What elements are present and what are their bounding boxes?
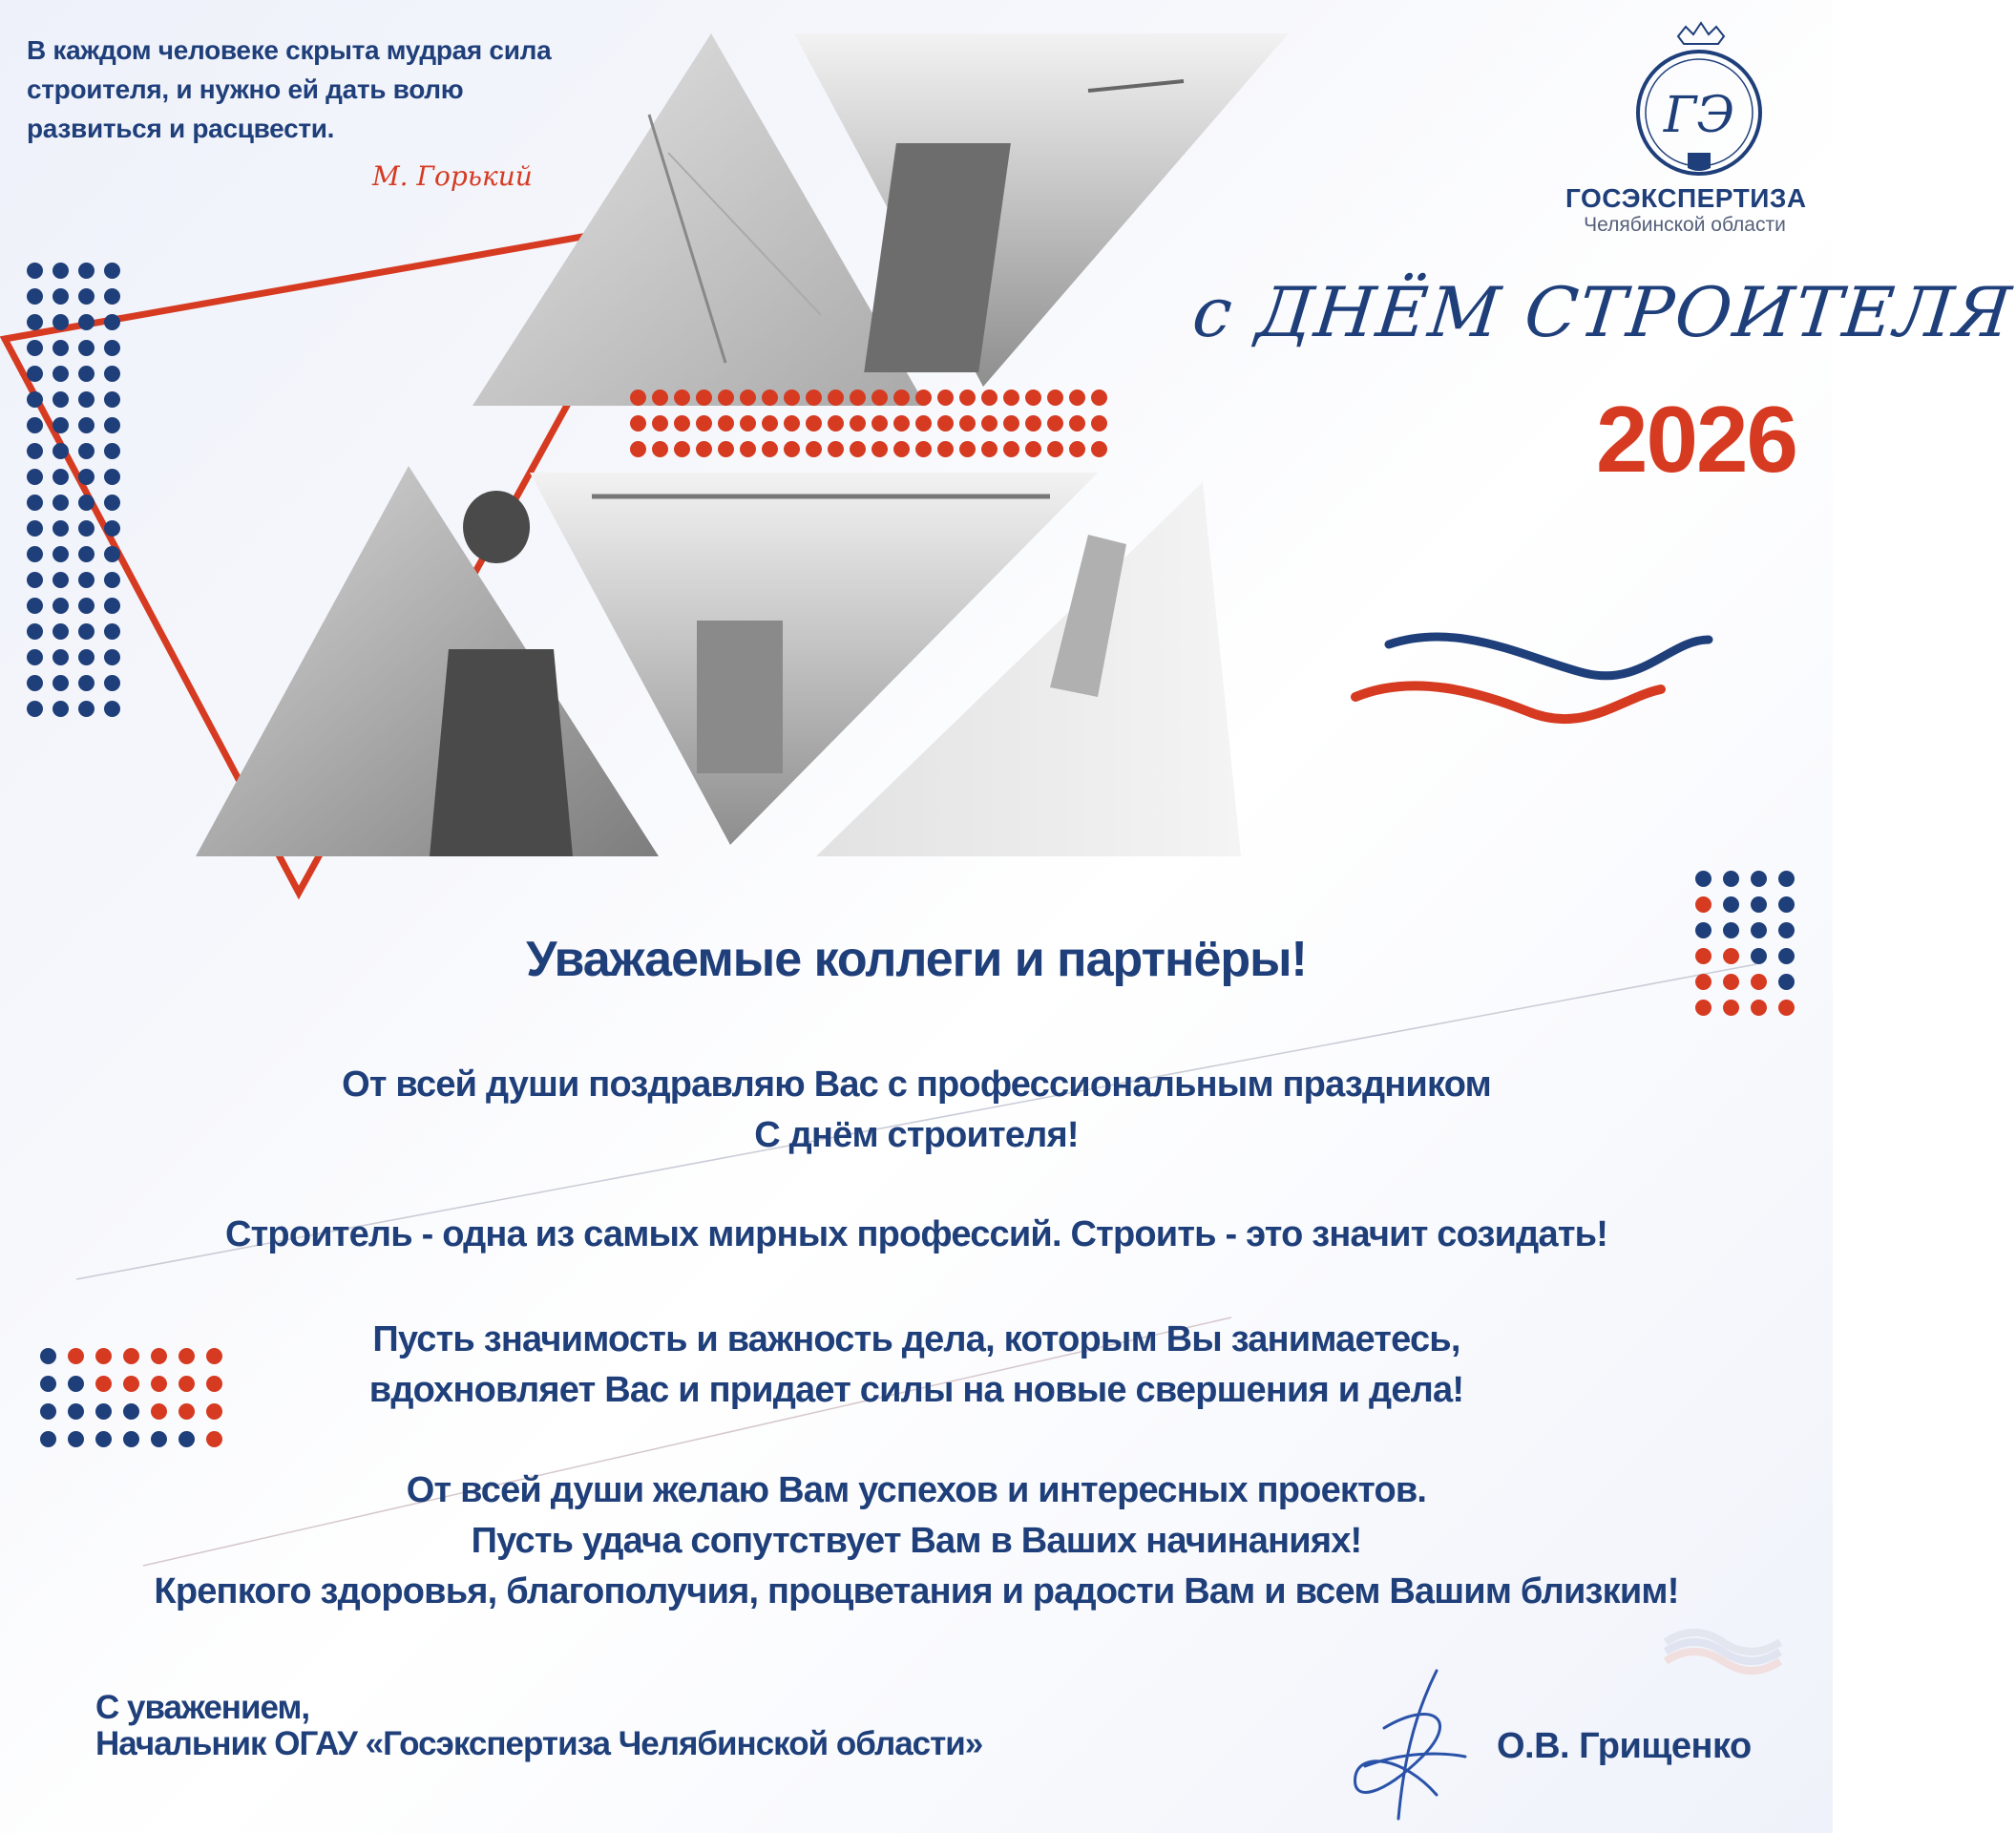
decorative-dot <box>762 390 778 406</box>
decorative-dot <box>104 649 120 665</box>
decorative-dot <box>40 1431 56 1447</box>
decorative-dot <box>40 1403 56 1420</box>
decorative-dot <box>674 390 690 406</box>
decorative-dot <box>806 441 822 457</box>
decorative-dot <box>52 469 69 485</box>
decorative-dot <box>696 441 712 457</box>
signature-block <box>95 1690 982 1762</box>
decorative-dot <box>78 443 94 459</box>
decorative-dot <box>893 441 910 457</box>
decorative-dot <box>178 1431 195 1447</box>
decorative-dot <box>78 598 94 614</box>
decorative-dot <box>40 1348 56 1364</box>
decorative-dot <box>27 288 43 305</box>
decorative-dot <box>27 340 43 356</box>
decorative-dot <box>915 390 932 406</box>
decorative-dot <box>1003 390 1019 406</box>
decorative-dot <box>1723 871 1739 887</box>
decorative-dot <box>78 701 94 717</box>
decorative-dot <box>630 415 646 432</box>
paragraph-line: От всей души поздравляю Вас с профессиональным праздником <box>342 1064 1491 1105</box>
decorative-dot <box>104 495 120 511</box>
decorative-dot <box>740 390 756 406</box>
decorative-dot <box>1751 1000 1767 1016</box>
decorative-dot <box>27 572 43 588</box>
decorative-dot <box>52 649 69 665</box>
decorative-dot <box>1003 441 1019 457</box>
decorative-dot <box>1091 441 1107 457</box>
decorative-dot <box>78 366 94 382</box>
greeting-heading: Уважаемые коллеги и партнёры! <box>526 932 1307 987</box>
decorative-dot <box>95 1431 112 1447</box>
decorative-dot <box>104 701 120 717</box>
decorative-dot <box>104 546 120 562</box>
decorative-dot <box>784 390 800 406</box>
decorative-dot <box>27 314 43 330</box>
decorative-dot <box>52 391 69 408</box>
decorative-dot <box>104 572 120 588</box>
decorative-dot <box>27 546 43 562</box>
decorative-dot <box>806 415 822 432</box>
decorative-dot <box>78 546 94 562</box>
decorative-dot <box>1069 390 1085 406</box>
decorative-dot <box>78 288 94 305</box>
decorative-dot <box>1778 871 1795 887</box>
decorative-dot <box>52 623 69 640</box>
decorative-dot <box>718 441 734 457</box>
decorative-dot <box>104 443 120 459</box>
signer-name: О.В. Грищенко <box>1497 1726 1752 1766</box>
decorative-dot <box>78 649 94 665</box>
decorative-dot <box>1778 896 1795 913</box>
decorative-dot <box>1069 441 1085 457</box>
decorative-dot <box>959 441 976 457</box>
paragraph-line: Пусть удача сопутствует Вам в Ваших начинаниях! <box>471 1521 1362 1561</box>
logo-text <box>1565 183 1807 237</box>
decorative-dot <box>151 1431 167 1447</box>
decorative-dot <box>915 441 932 457</box>
closing-text: С уважением, <box>95 1689 310 1726</box>
decorative-dot <box>206 1431 222 1447</box>
gosexpertiza-logo-emblem <box>1623 19 1775 181</box>
logo-region: Челябинской области <box>1584 214 1786 236</box>
decorative-dot <box>1723 896 1739 913</box>
decorative-dot <box>652 441 668 457</box>
decorative-dot <box>828 415 844 432</box>
decorative-dot <box>674 441 690 457</box>
decorative-dot <box>784 415 800 432</box>
decorative-dot <box>872 390 888 406</box>
decorative-dot <box>52 366 69 382</box>
decorative-dot <box>104 366 120 382</box>
decorative-dot <box>40 1376 56 1392</box>
decorative-dot <box>1778 1000 1795 1016</box>
year-label: 2026 <box>1596 387 1797 492</box>
quote-line: развиться и расцвести. <box>27 114 335 143</box>
decorative-dot <box>52 701 69 717</box>
decorative-dot <box>78 572 94 588</box>
decorative-dot <box>27 675 43 691</box>
decorative-dot <box>762 415 778 432</box>
decorative-dot <box>68 1431 84 1447</box>
quote-author: М. Горький <box>372 160 533 192</box>
decorative-dot <box>104 263 120 279</box>
decorative-dot <box>893 415 910 432</box>
decorative-dot <box>1025 441 1041 457</box>
decorative-dot <box>52 263 69 279</box>
decorative-dot <box>674 415 690 432</box>
dot-pattern-left <box>27 263 120 717</box>
decorative-dot <box>740 415 756 432</box>
decorative-dot <box>104 340 120 356</box>
decorative-dot <box>850 415 866 432</box>
decorative-dot <box>78 314 94 330</box>
decorative-dot <box>78 469 94 485</box>
decorative-dot <box>78 623 94 640</box>
decorative-dot <box>937 390 954 406</box>
decorative-dot <box>27 391 43 408</box>
decorative-dot <box>740 441 756 457</box>
decorative-dot <box>1751 896 1767 913</box>
decorative-dot <box>872 415 888 432</box>
decorative-dot <box>78 417 94 433</box>
quote-line: строителя, и нужно ей дать волю <box>27 74 464 104</box>
decorative-dot <box>27 495 43 511</box>
decorative-dot <box>959 415 976 432</box>
decorative-dot <box>27 598 43 614</box>
decorative-dot <box>78 263 94 279</box>
paragraph-inspiration <box>57 1315 1775 1416</box>
decorative-dot <box>652 415 668 432</box>
decorative-dot <box>104 675 120 691</box>
decorative-dot <box>718 390 734 406</box>
handwritten-signature <box>1346 1661 1470 1828</box>
decorative-dot <box>1695 871 1712 887</box>
decorative-dot <box>52 443 69 459</box>
faded-flag-decoration <box>1661 1613 1785 1671</box>
paragraph-congrats <box>57 1060 1775 1161</box>
decorative-dot <box>52 314 69 330</box>
paragraph-line: От всей души желаю Вам успехов и интересных проектов. <box>406 1470 1427 1510</box>
paragraph-line: С днём строителя! <box>754 1115 1079 1155</box>
decorative-dot <box>1695 896 1712 913</box>
decorative-dot <box>981 415 998 432</box>
decorative-dot <box>104 417 120 433</box>
decorative-dot <box>52 340 69 356</box>
decorative-dot <box>104 598 120 614</box>
decorative-dot <box>1751 871 1767 887</box>
decorative-dot <box>123 1431 139 1447</box>
decorative-dot <box>104 469 120 485</box>
decorative-dot <box>696 390 712 406</box>
decorative-dot <box>78 340 94 356</box>
decorative-dot <box>1025 415 1041 432</box>
decorative-dot <box>1047 415 1063 432</box>
decorative-dot <box>652 390 668 406</box>
paragraph-line: Крепкого здоровья, благополучия, процветания и радости Вам и всем Вашим близким! <box>154 1571 1679 1612</box>
decorative-dot <box>27 701 43 717</box>
decorative-dot <box>78 675 94 691</box>
decorative-dot <box>1723 1000 1739 1016</box>
decorative-dot <box>893 390 910 406</box>
decorative-dot <box>27 623 43 640</box>
decorative-dot <box>1047 390 1063 406</box>
decorative-dot <box>828 441 844 457</box>
decorative-dot <box>52 520 69 537</box>
decorative-dot <box>27 417 43 433</box>
decorative-dot <box>104 520 120 537</box>
decorative-dot <box>1047 441 1063 457</box>
decorative-dot <box>850 441 866 457</box>
paragraph-line: Строитель - одна из самых мирных профессий. Строить - это значит созидать! <box>224 1214 1608 1254</box>
decorative-dot <box>52 495 69 511</box>
decorative-dot <box>959 390 976 406</box>
decorative-dot <box>52 417 69 433</box>
decorative-dot <box>630 390 646 406</box>
decorative-dot <box>27 520 43 537</box>
decorative-dot <box>104 391 120 408</box>
decorative-dot <box>78 391 94 408</box>
decorative-dot <box>104 314 120 330</box>
decorative-dot <box>915 415 932 432</box>
decorative-dot <box>828 390 844 406</box>
flag-wave-decoration <box>1346 601 1718 754</box>
paragraph-profession <box>57 1210 1775 1260</box>
decorative-dot <box>104 288 120 305</box>
decorative-dot <box>696 415 712 432</box>
decorative-dot <box>104 623 120 640</box>
decorative-dot <box>981 390 998 406</box>
paragraph-wishes <box>57 1465 1775 1617</box>
decorative-dot <box>52 288 69 305</box>
decorative-dot <box>27 366 43 382</box>
decorative-dot <box>718 415 734 432</box>
paragraph-line: Пусть значимость и важность дела, которым Вы занимаетесь, <box>372 1319 1460 1359</box>
position-text: Начальник ОГАУ «Госэкспертиза Челябинской области» <box>95 1725 983 1762</box>
decorative-dot <box>1695 1000 1712 1016</box>
decorative-dot <box>872 441 888 457</box>
decorative-dot <box>937 441 954 457</box>
logo-name: ГОСЭКСПЕРТИЗА <box>1565 183 1807 213</box>
decorative-dot <box>762 441 778 457</box>
logo-monogram: ГЭ <box>1663 87 1735 144</box>
decorative-dot <box>27 443 43 459</box>
decorative-dot <box>78 520 94 537</box>
decorative-dot <box>1069 415 1085 432</box>
decorative-dot <box>1003 415 1019 432</box>
quote-text <box>27 31 619 148</box>
decorative-dot <box>806 390 822 406</box>
decorative-dot <box>27 263 43 279</box>
decorative-dot <box>981 441 998 457</box>
decorative-dot <box>784 441 800 457</box>
decorative-dot <box>850 390 866 406</box>
decorative-dot <box>52 598 69 614</box>
holiday-title: с ДНЁМ СТРОИТЕЛЯ <box>1188 272 2016 352</box>
decorative-dot <box>52 675 69 691</box>
quote-line: В каждом человеке скрыта мудрая сила <box>27 35 552 65</box>
decorative-dot <box>78 495 94 511</box>
dot-pattern-center <box>630 390 1107 457</box>
decorative-dot <box>1091 390 1107 406</box>
decorative-dot <box>937 415 954 432</box>
paragraph-line: вдохновляет Вас и придает силы на новые свершения и дела! <box>368 1370 1464 1410</box>
decorative-dot <box>27 469 43 485</box>
decorative-dot <box>52 572 69 588</box>
decorative-dot <box>1025 390 1041 406</box>
decorative-dot <box>1091 415 1107 432</box>
decorative-dot <box>27 649 43 665</box>
decorative-dot <box>52 546 69 562</box>
decorative-dot <box>630 441 646 457</box>
